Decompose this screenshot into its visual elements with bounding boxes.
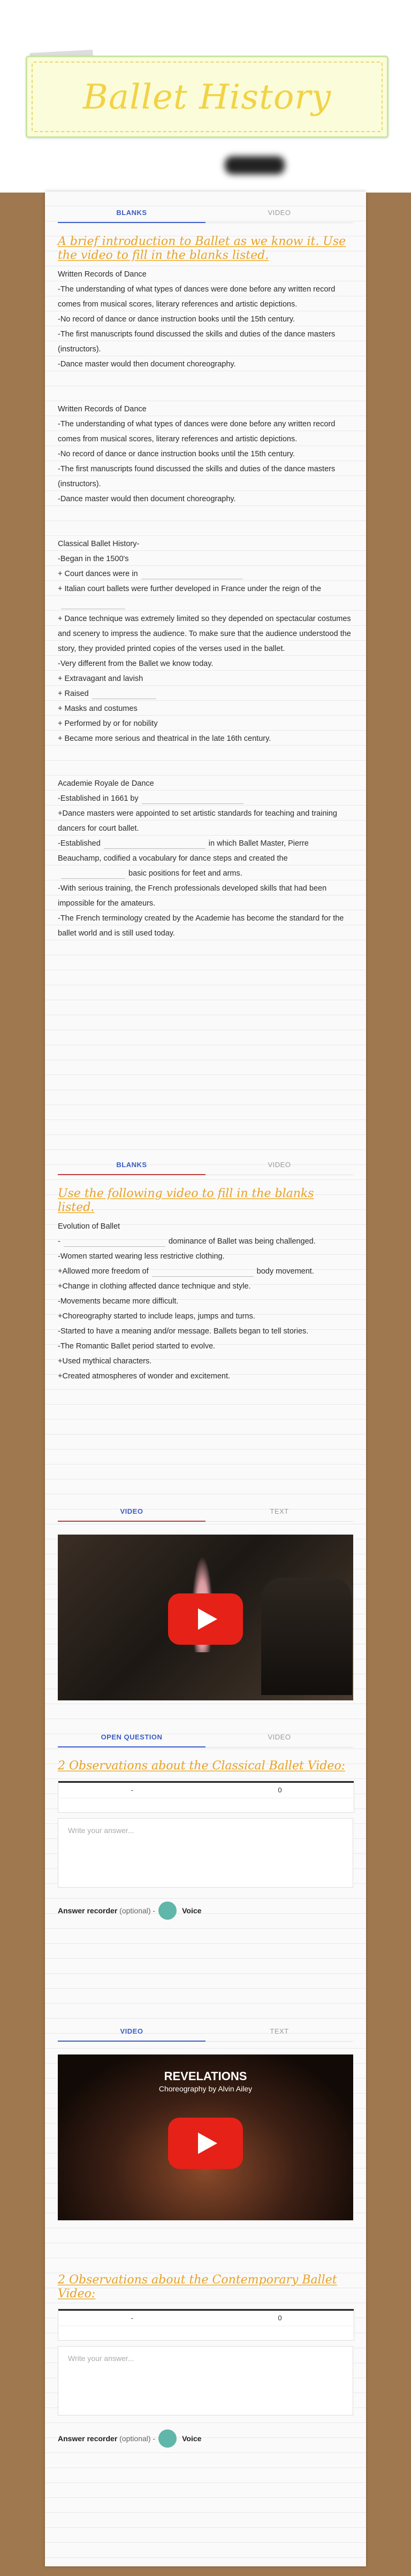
section-video-classical [58, 1502, 353, 1700]
tab-bar [58, 1502, 353, 1522]
text-fragment: -Established [58, 839, 101, 848]
table-header-cell: 0 [278, 1786, 282, 1794]
text-line: -The understanding of what types of dances were done before any written record comes from musical scores, literary references and artistic depictions. [58, 420, 336, 443]
text-fragment: + Italian court ballets were further developed in France under the reign of the [58, 585, 322, 593]
text-fragment: + Court dances were in [58, 570, 138, 578]
video-figures [261, 1577, 352, 1695]
text-line: +Created atmospheres of wonder and excitement. [58, 1372, 231, 1381]
text-line: + Performed by or for nobility [58, 719, 158, 728]
text-fragment: + Raised [58, 689, 89, 698]
blank-field[interactable] [92, 689, 156, 699]
text-line [58, 791, 353, 806]
page-title: Ballet History [82, 78, 332, 117]
text-line: -No record of dance or dance instruction books until the 15th century. [58, 450, 295, 458]
table-header-cell: - [131, 2314, 134, 2322]
answer-recorder [58, 1902, 353, 1920]
text-line: + Dance technique was extremely limited so they depended on spectacular costumes and scenery to impress the audience. To make sure that the audience understood the story, they provided printed copies of the verses used in the ballet. [58, 615, 351, 653]
classical-ballet-video[interactable] [58, 1535, 353, 1700]
table-header [58, 2309, 354, 2326]
text-line [58, 836, 353, 881]
blank-field[interactable] [64, 1237, 165, 1247]
record-button[interactable] [158, 2429, 177, 2448]
tab-bar [58, 1728, 353, 1747]
table-header [58, 1781, 354, 1798]
text-block [58, 1219, 353, 1384]
text-line: -Dance master would then document choreography. [58, 495, 236, 503]
text-line: + Extravagant and lavish [58, 674, 143, 683]
section-heading: 2 Observations about the Classical Ballet Video: [58, 1759, 346, 1773]
text-line: +Choreography started to include leaps, jumps and turns. [58, 1312, 255, 1321]
section-open-question-classical [58, 1728, 353, 1920]
text-line: -The first manuscripts found discussed the skills and duties of the dance masters (instructors). [58, 465, 336, 488]
table-header-cell: 0 [278, 2314, 282, 2322]
record-button[interactable] [158, 1902, 177, 1920]
text-line: Evolution of Ballet [58, 1222, 120, 1231]
text-line: - dominance of Ballet was being challenged. [58, 1237, 316, 1246]
tab-video[interactable]: VIDEO [268, 1733, 291, 1741]
tab-blanks[interactable]: BLANKS [58, 1155, 206, 1175]
tab-text[interactable]: TEXT [270, 2027, 289, 2035]
text-line: + Masks and costumes [58, 704, 138, 713]
blank-field[interactable] [152, 1267, 254, 1277]
text-line [58, 686, 353, 701]
title-card [26, 56, 389, 138]
text-fragment: body movement. [256, 1267, 314, 1276]
recorder-voice-label: Voice [182, 1906, 202, 1915]
play-button-icon[interactable] [168, 2118, 243, 2169]
text-line: -The Romantic Ballet period started to evolve. [58, 1342, 216, 1351]
tab-bar [58, 203, 353, 223]
text-line: -Started to have a meaning and/or message. Ballets began to tell stories. [58, 1327, 309, 1336]
text-fragment: dominance of Ballet was being challenged. [168, 1237, 316, 1246]
text-line [58, 566, 353, 581]
text-fragment: +Allowed more freedom of [58, 1267, 149, 1276]
tab-open-question[interactable]: OPEN QUESTION [58, 1728, 206, 1747]
section-heading: 2 Observations about the Contemporary Ballet Video: [58, 2273, 337, 2301]
recorder-label: Answer recorder (optional) - [58, 1906, 156, 1915]
table-row[interactable] [58, 2326, 354, 2340]
tab-text[interactable]: TEXT [270, 1507, 289, 1515]
text-fragment: -Established in 1661 by [58, 794, 139, 803]
text-line: -Women started wearing less restrictive clothing. [58, 1252, 225, 1261]
tab-video[interactable]: VIDEO [58, 2022, 206, 2041]
text-line: Academie Royale de Dance [58, 779, 154, 788]
video-subtitle: Choreography by Alvin Ailey [158, 2084, 253, 2093]
recorder-label: Answer recorder (optional) - [58, 2434, 156, 2443]
section-heading: Use the following video to fill in the blanks listed. [58, 1187, 314, 1214]
table-row[interactable] [58, 1798, 354, 1812]
recorder-voice-label: Voice [182, 2434, 202, 2443]
text-line: Classical Ballet History- [58, 540, 140, 548]
play-button-icon[interactable] [168, 1593, 243, 1645]
text-line: -Dance master would then document choreography. [58, 360, 236, 369]
revelations-video[interactable] [58, 2054, 353, 2220]
section-blanks-intro [58, 203, 353, 941]
observation-table [58, 2309, 354, 2341]
text-line: +Used mythical characters. [58, 1357, 152, 1366]
text-line: + Became more serious and theatrical in the late 16th century. [58, 734, 271, 743]
table-header-cell: - [131, 1786, 134, 1794]
answer-textarea[interactable]: Write your answer... [58, 2346, 353, 2416]
text-line: +Change in clothing affected dance technique and style. [58, 1282, 251, 1291]
text-line: -Very different from the Ballet we know today. [58, 660, 214, 668]
text-line: -The first manuscripts found discussed the skills and duties of the dance masters (instructors). [58, 330, 336, 354]
text-line: -The French terminology created by the Academie has become the standard for the ballet world and is still used today. [58, 914, 344, 938]
page-content [45, 191, 366, 2566]
tab-bar [58, 1155, 353, 1175]
text-line: Written Records of Dance [58, 270, 147, 279]
author-avatar-blurred [225, 156, 285, 174]
video-title: REVELATIONS [164, 2069, 247, 2083]
text-fragment: basic positions for feet and arms. [128, 869, 242, 878]
text-line: -No record of dance or dance instruction books until the 15th century. [58, 315, 295, 324]
text-line: Written Records of Dance [58, 405, 147, 413]
blank-field[interactable] [141, 569, 243, 579]
section-video-contemporary [58, 2022, 353, 2220]
blank-field[interactable] [61, 599, 125, 609]
tab-blanks[interactable]: BLANKS [58, 203, 206, 223]
tab-bar [58, 2022, 353, 2042]
answer-textarea[interactable]: Write your answer... [58, 1818, 353, 1888]
text-line: +Dance masters were appointed to set artistic standards for teaching and training dancers for court ballet. [58, 809, 337, 833]
header-band [0, 0, 411, 193]
text-line: -The understanding of what types of dances were done before any written record comes from musical scores, literary references and artistic depictions. [58, 285, 336, 309]
blank-field[interactable] [61, 869, 125, 879]
blank-field[interactable] [142, 794, 243, 804]
tab-video[interactable]: VIDEO [268, 209, 291, 217]
tab-video[interactable]: VIDEO [268, 1161, 291, 1169]
text-line: -Began in the 1500's [58, 555, 129, 563]
text-line: -Movements became more difficult. [58, 1297, 179, 1306]
answer-recorder [58, 2429, 353, 2448]
text-fragment: in which Ballet Master, Pierre Beauchamp, codified a vocabulary for dance steps and created the [58, 839, 309, 863]
text-line [58, 581, 353, 611]
section-open-question-contemporary [58, 2261, 353, 2448]
observation-table [58, 1781, 354, 1813]
text-line [58, 1264, 353, 1279]
tab-video[interactable]: VIDEO [58, 1502, 206, 1521]
blank-field[interactable] [104, 839, 206, 849]
section-blanks-evolution [58, 1155, 353, 1384]
text-block [58, 267, 353, 941]
section-heading: A brief introduction to Ballet as we know it. Use the video to fill in the blanks listed. [58, 235, 346, 262]
text-line: -With serious training, the French professionals developed skills that had been impossible for the amateurs. [58, 884, 327, 908]
